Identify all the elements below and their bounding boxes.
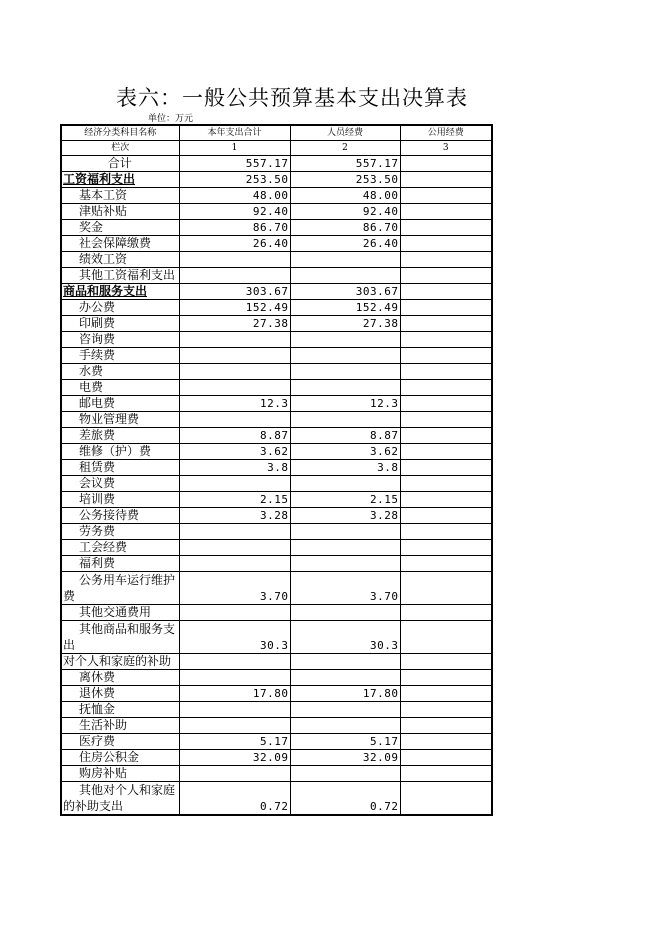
column-header: 人员经费 xyxy=(290,125,400,141)
cell-public xyxy=(400,380,492,396)
cell-public xyxy=(400,236,492,252)
table-row xyxy=(61,268,492,284)
cell-total xyxy=(179,670,290,686)
cell-public xyxy=(400,686,492,702)
cell-personnel: 30.3 xyxy=(290,621,400,654)
cell-public xyxy=(400,702,492,718)
table-row xyxy=(61,428,492,444)
cell-total xyxy=(179,380,290,396)
cell-personnel: 86.70 xyxy=(290,220,400,236)
cell-public xyxy=(400,156,492,172)
row-label: 合计 xyxy=(61,156,179,172)
table-row xyxy=(61,156,492,172)
cell-public xyxy=(400,460,492,476)
row-label: 邮电费 xyxy=(61,396,179,412)
cell-public xyxy=(400,348,492,364)
row-label: 退休费 xyxy=(61,686,179,702)
report-title: 表六：一般公共预算基本支出决算表 xyxy=(116,86,468,110)
row-label: 维修（护）费 xyxy=(61,444,179,460)
row-label: 物业管理费 xyxy=(61,412,179,428)
column-header: 公用经费 xyxy=(400,125,492,141)
cell-personnel: 26.40 xyxy=(290,236,400,252)
column-header: 经济分类科目名称 xyxy=(61,125,179,141)
row-label: 培训费 xyxy=(61,492,179,508)
cell-personnel: 8.87 xyxy=(290,428,400,444)
cell-public xyxy=(400,572,492,605)
row-label: 差旅费 xyxy=(61,428,179,444)
cell-total xyxy=(179,268,290,284)
row-label: 其他工资福利支出 xyxy=(61,268,179,284)
cell-personnel xyxy=(290,268,400,284)
row-label: 劳务费 xyxy=(61,524,179,540)
table-row xyxy=(61,412,492,428)
cell-total: 5.17 xyxy=(179,734,290,750)
cell-personnel: 2.15 xyxy=(290,492,400,508)
cell-public xyxy=(400,444,492,460)
table-row xyxy=(61,686,492,702)
cell-public xyxy=(400,396,492,412)
cell-public xyxy=(400,268,492,284)
table-row xyxy=(61,204,492,220)
cell-personnel xyxy=(290,348,400,364)
cell-public xyxy=(400,605,492,621)
cell-public xyxy=(400,300,492,316)
table-row xyxy=(61,220,492,236)
table-row xyxy=(61,380,492,396)
row-label: 住房公积金 xyxy=(61,750,179,766)
row-label: 奖金 xyxy=(61,220,179,236)
table-row xyxy=(61,750,492,766)
cell-public xyxy=(400,220,492,236)
cell-public xyxy=(400,670,492,686)
cell-total xyxy=(179,605,290,621)
cell-personnel: 3.28 xyxy=(290,508,400,524)
table-row xyxy=(61,718,492,734)
row-label: 津贴补贴 xyxy=(61,204,179,220)
row-label: 办公费 xyxy=(61,300,179,316)
row-label: 工资福利支出 xyxy=(61,172,179,188)
cell-total: 30.3 xyxy=(179,621,290,654)
table-row xyxy=(61,188,492,204)
cell-personnel: 12.3 xyxy=(290,396,400,412)
cell-personnel: 557.17 xyxy=(290,156,400,172)
cell-total xyxy=(179,718,290,734)
cell-total: 12.3 xyxy=(179,396,290,412)
cell-total: 3.8 xyxy=(179,460,290,476)
table-row xyxy=(61,236,492,252)
table-row xyxy=(61,556,492,572)
cell-total: 557.17 xyxy=(179,156,290,172)
cell-total: 48.00 xyxy=(179,188,290,204)
cell-personnel xyxy=(290,605,400,621)
row-label: 生活补助 xyxy=(61,718,179,734)
row-label: 工会经费 xyxy=(61,540,179,556)
cell-total xyxy=(179,654,290,670)
row-label: 公务用车运行维护费 xyxy=(61,572,179,605)
cell-public xyxy=(400,284,492,300)
unit-label: 单位：万元 xyxy=(148,114,194,124)
cell-personnel: 0.72 xyxy=(290,782,400,816)
cell-total: 17.80 xyxy=(179,686,290,702)
cell-total: 26.40 xyxy=(179,236,290,252)
table-row xyxy=(61,332,492,348)
column-header: 本年支出合计 xyxy=(179,125,290,141)
cell-public xyxy=(400,540,492,556)
row-label: 公务接待费 xyxy=(61,508,179,524)
row-label: 手续费 xyxy=(61,348,179,364)
cell-personnel xyxy=(290,654,400,670)
cell-personnel xyxy=(290,252,400,268)
cell-public xyxy=(400,621,492,654)
cell-personnel xyxy=(290,380,400,396)
cell-total xyxy=(179,348,290,364)
cell-total: 32.09 xyxy=(179,750,290,766)
row-label: 租赁费 xyxy=(61,460,179,476)
cell-total: 303.67 xyxy=(179,284,290,300)
column-index: 3 xyxy=(400,141,492,156)
table-row xyxy=(61,670,492,686)
cell-personnel: 3.8 xyxy=(290,460,400,476)
cell-total xyxy=(179,540,290,556)
table-row xyxy=(61,540,492,556)
cell-personnel: 253.50 xyxy=(290,172,400,188)
row-label: 对个人和家庭的补助 xyxy=(61,654,179,670)
cell-total: 152.49 xyxy=(179,300,290,316)
cell-public xyxy=(400,476,492,492)
cell-public xyxy=(400,412,492,428)
cell-total xyxy=(179,766,290,782)
row-label: 购房补贴 xyxy=(61,766,179,782)
cell-total: 3.28 xyxy=(179,508,290,524)
cell-personnel: 32.09 xyxy=(290,750,400,766)
row-label: 基本工资 xyxy=(61,188,179,204)
cell-personnel xyxy=(290,412,400,428)
cell-personnel: 152.49 xyxy=(290,300,400,316)
row-label: 咨询费 xyxy=(61,332,179,348)
row-label: 其他交通费用 xyxy=(61,605,179,621)
cell-public xyxy=(400,204,492,220)
row-label: 商品和服务支出 xyxy=(61,284,179,300)
cell-total xyxy=(179,364,290,380)
cell-public xyxy=(400,428,492,444)
cell-public xyxy=(400,332,492,348)
cell-total xyxy=(179,332,290,348)
cell-public xyxy=(400,316,492,332)
table-row xyxy=(61,766,492,782)
row-label: 印刷费 xyxy=(61,316,179,332)
cell-personnel xyxy=(290,556,400,572)
row-label: 水费 xyxy=(61,364,179,380)
column-index: 栏次 xyxy=(61,141,179,156)
cell-total xyxy=(179,702,290,718)
cell-total: 8.87 xyxy=(179,428,290,444)
table-row xyxy=(61,621,492,654)
cell-public xyxy=(400,172,492,188)
row-label: 抚恤金 xyxy=(61,702,179,718)
table-row xyxy=(61,172,492,188)
cell-personnel xyxy=(290,524,400,540)
cell-personnel: 303.67 xyxy=(290,284,400,300)
table-row xyxy=(61,364,492,380)
cell-personnel: 27.38 xyxy=(290,316,400,332)
table-row xyxy=(61,396,492,412)
cell-total: 253.50 xyxy=(179,172,290,188)
cell-personnel xyxy=(290,540,400,556)
column-index-row xyxy=(61,141,492,156)
header-row xyxy=(61,125,492,141)
table-row xyxy=(61,476,492,492)
cell-personnel xyxy=(290,718,400,734)
table-row xyxy=(61,492,492,508)
cell-total xyxy=(179,412,290,428)
cell-personnel xyxy=(290,702,400,718)
row-label: 其他商品和服务支出 xyxy=(61,621,179,654)
cell-total: 3.70 xyxy=(179,572,290,605)
cell-personnel: 92.40 xyxy=(290,204,400,220)
cell-public xyxy=(400,718,492,734)
cell-personnel xyxy=(290,476,400,492)
cell-personnel xyxy=(290,670,400,686)
cell-public xyxy=(400,524,492,540)
table-row xyxy=(61,444,492,460)
cell-personnel xyxy=(290,332,400,348)
cell-public xyxy=(400,750,492,766)
table-row xyxy=(61,782,492,816)
cell-public xyxy=(400,734,492,750)
table-row xyxy=(61,524,492,540)
cell-personnel xyxy=(290,364,400,380)
column-index: 1 xyxy=(179,141,290,156)
cell-total xyxy=(179,556,290,572)
row-label: 福利费 xyxy=(61,556,179,572)
cell-public xyxy=(400,654,492,670)
cell-public xyxy=(400,252,492,268)
cell-total: 86.70 xyxy=(179,220,290,236)
table-row xyxy=(61,252,492,268)
cell-personnel xyxy=(290,766,400,782)
cell-total xyxy=(179,476,290,492)
row-label: 离休费 xyxy=(61,670,179,686)
cell-public xyxy=(400,364,492,380)
cell-total xyxy=(179,524,290,540)
row-label: 会议费 xyxy=(61,476,179,492)
cell-total: 0.72 xyxy=(179,782,290,816)
table-row xyxy=(61,702,492,718)
cell-personnel: 3.62 xyxy=(290,444,400,460)
table-row xyxy=(61,316,492,332)
row-label: 电费 xyxy=(61,380,179,396)
cell-public xyxy=(400,508,492,524)
table-row xyxy=(61,654,492,670)
cell-public xyxy=(400,556,492,572)
table-row xyxy=(61,348,492,364)
row-label: 绩效工资 xyxy=(61,252,179,268)
cell-personnel: 17.80 xyxy=(290,686,400,702)
table-row xyxy=(61,284,492,300)
cell-public xyxy=(400,492,492,508)
column-index: 2 xyxy=(290,141,400,156)
cell-personnel: 3.70 xyxy=(290,572,400,605)
cell-personnel: 5.17 xyxy=(290,734,400,750)
table-row xyxy=(61,572,492,605)
budget-table xyxy=(60,124,493,816)
cell-public xyxy=(400,188,492,204)
cell-total xyxy=(179,252,290,268)
table-row xyxy=(61,508,492,524)
row-label: 社会保障缴费 xyxy=(61,236,179,252)
cell-public xyxy=(400,782,492,816)
table-row xyxy=(61,460,492,476)
row-label: 医疗费 xyxy=(61,734,179,750)
cell-public xyxy=(400,766,492,782)
cell-total: 3.62 xyxy=(179,444,290,460)
cell-total: 27.38 xyxy=(179,316,290,332)
table-row xyxy=(61,605,492,621)
cell-total: 92.40 xyxy=(179,204,290,220)
table-row xyxy=(61,300,492,316)
cell-total: 2.15 xyxy=(179,492,290,508)
row-label: 其他对个人和家庭的补助支出 xyxy=(61,782,179,816)
table-row xyxy=(61,734,492,750)
cell-personnel: 48.00 xyxy=(290,188,400,204)
